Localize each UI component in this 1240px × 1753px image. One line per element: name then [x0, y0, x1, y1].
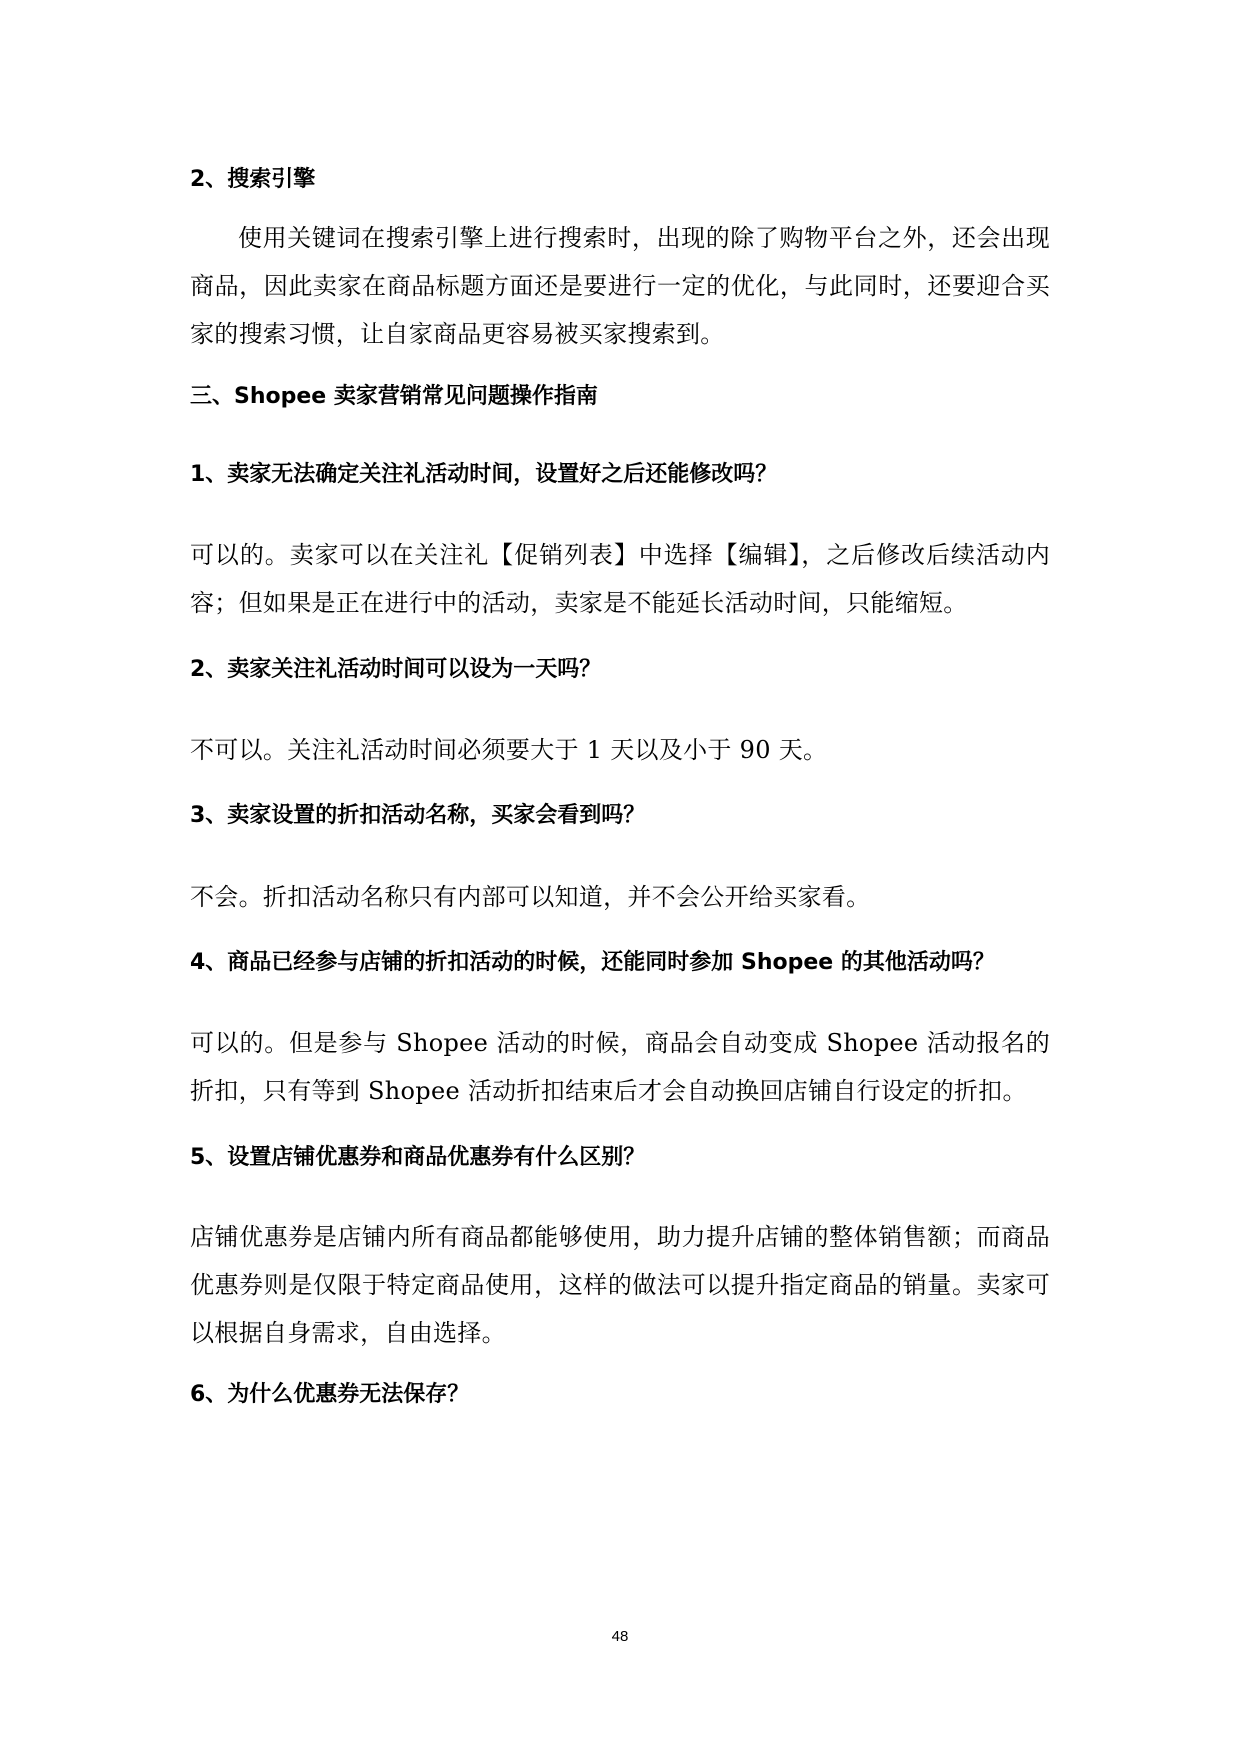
answer-4-paragraph: 可以的。但是参与 Shopee 活动的时候，商品会自动变成 Shopee 活动报名的折扣，只有等到 Shopee 活动折扣结束后才会自动换回店铺自行设定的折扣。	[190, 1029, 1050, 1105]
question-6-heading: 6、为什么优惠券无法保存？	[190, 1382, 470, 1407]
question-3-heading: 3、卖家设置的折扣活动名称，买家会看到吗？	[190, 803, 646, 828]
chapter-heading-faq: 三、Shopee 卖家营销常见问题操作指南	[190, 384, 598, 409]
question-4-heading: 4、商品已经参与店铺的折扣活动的时候，还能同时参加 Shopee 的其他活动吗？	[190, 950, 995, 975]
question-1-heading: 1、卖家无法确定关注礼活动时间，设置好之后还能修改吗？	[190, 462, 778, 487]
question-5-heading: 5、设置店铺优惠券和商品优惠券有什么区别？	[190, 1145, 646, 1170]
page-number: 48	[611, 1628, 629, 1645]
answer-3-paragraph: 不会。折扣活动名称只有内部可以知道，并不会公开给买家看。	[190, 883, 871, 911]
paragraph-search-engine: 使用关键词在搜索引擎上进行搜索时，出现的除了购物平台之外，还会出现商品，因此卖家在商品标题方面还是要进行一定的优化，与此同时，还要迎合买家的搜索习惯，让自家商品更容易被买家搜索到。	[190, 224, 1050, 348]
answer-5-paragraph: 店铺优惠券是店铺内所有商品都能够使用，助力提升店铺的整体销售额；而商品优惠券则是仅限于特定商品使用，这样的做法可以提升指定商品的销量。卖家可以根据自身需求，自由选择。	[190, 1223, 1050, 1347]
answer-1-paragraph: 可以的。卖家可以在关注礼【促销列表】中选择【编辑】，之后修改后续活动内容；但如果是正在进行中的活动，卖家是不能延长活动时间，只能缩短。	[190, 541, 1050, 617]
question-2-heading: 2、卖家关注礼活动时间可以设为一天吗？	[190, 657, 602, 682]
answer-2-paragraph: 不可以。关注礼活动时间必须要大于 1 天以及小于 90 天。	[190, 736, 828, 764]
section-heading-search-engine: 2、搜索引擎	[190, 167, 316, 192]
